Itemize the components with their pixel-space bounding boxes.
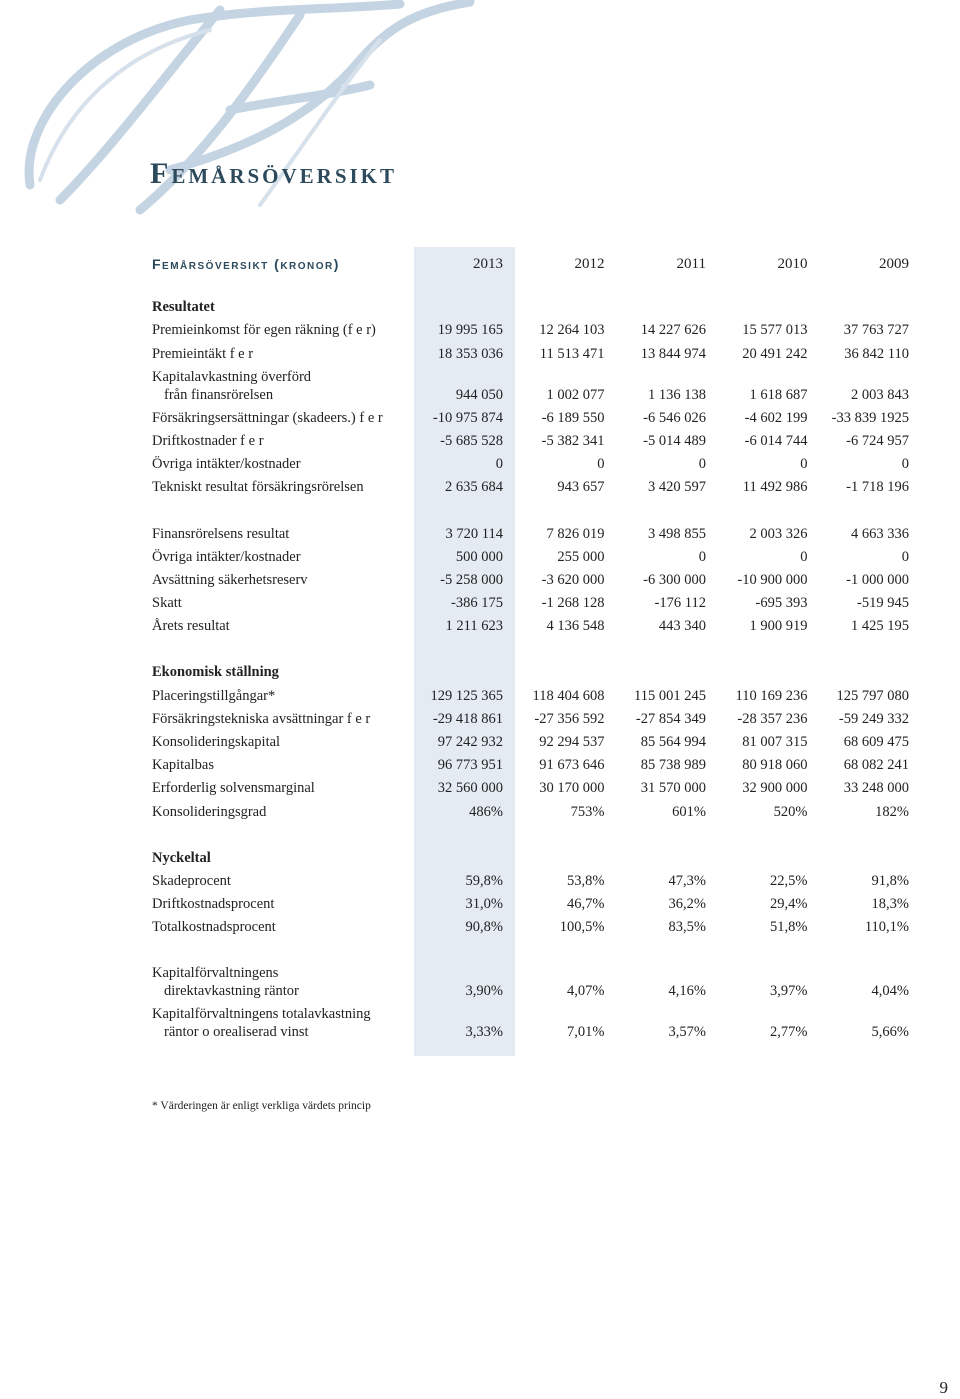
value-cell: 68 082 241 bbox=[843, 757, 909, 774]
value-cell: 51,8% bbox=[770, 919, 808, 936]
value-cell: 3 420 597 bbox=[648, 479, 706, 496]
year-header: 2010 bbox=[777, 255, 808, 272]
value-cell: 601% bbox=[672, 803, 706, 820]
row-label bbox=[152, 751, 402, 774]
value-cell: -1 268 128 bbox=[541, 595, 605, 612]
value-cell: 36,2% bbox=[668, 896, 706, 913]
row-label-line-2: från finansrörelsen bbox=[164, 386, 274, 403]
value-cell: -1 000 000 bbox=[846, 571, 909, 588]
table-row bbox=[152, 867, 909, 890]
value-cell: 944 050 bbox=[455, 386, 503, 403]
table-row bbox=[152, 612, 909, 635]
value-cell: -3 620 000 bbox=[541, 571, 605, 588]
row-label-line: Premieintäkt f e r bbox=[152, 345, 254, 362]
value-cell: 36 842 110 bbox=[844, 345, 909, 362]
row-label bbox=[152, 473, 402, 496]
value-cell: 520% bbox=[773, 803, 808, 820]
row-label-line: Driftkostnader f e r bbox=[152, 432, 264, 449]
row-label bbox=[152, 519, 402, 542]
spacer-row bbox=[152, 279, 909, 293]
row-label bbox=[152, 681, 402, 704]
value-cell: 1 900 919 bbox=[749, 618, 808, 635]
row-label bbox=[152, 363, 402, 404]
row-label-line: Skadeprocent bbox=[152, 872, 231, 889]
row-label-line: Kapitalavkastning överförd bbox=[152, 368, 312, 385]
page-number: 9 bbox=[939, 1378, 948, 1397]
row-label bbox=[152, 543, 402, 566]
value-cell: 1 618 687 bbox=[749, 386, 808, 403]
value-cell: 0 bbox=[901, 548, 909, 565]
section-heading-row bbox=[152, 293, 909, 316]
value-cell: 2 003 843 bbox=[851, 386, 909, 403]
value-cell: 110,1% bbox=[864, 919, 909, 936]
value-cell: 943 657 bbox=[557, 479, 605, 496]
value-cell: 37 763 727 bbox=[843, 322, 909, 339]
value-cell: 97 242 932 bbox=[437, 734, 503, 750]
value-cell: 486% bbox=[469, 803, 503, 820]
value-cell: 3 720 114 bbox=[445, 525, 503, 542]
spacer-row bbox=[152, 496, 909, 519]
five-year-table bbox=[152, 249, 909, 1041]
value-cell: 182% bbox=[875, 803, 909, 820]
value-cell: 96 773 951 bbox=[437, 757, 503, 774]
value-cell: -5 258 000 bbox=[440, 571, 503, 588]
value-cell: 753% bbox=[570, 803, 605, 820]
section-heading: Nyckeltal bbox=[152, 849, 211, 866]
row-label bbox=[152, 1000, 402, 1041]
row-label-line: Övriga intäkter/kostnader bbox=[152, 456, 301, 473]
value-cell: 5,66% bbox=[871, 1024, 909, 1041]
row-label bbox=[152, 427, 402, 450]
value-cell: 115 001 245 bbox=[634, 687, 706, 704]
row-label-line: Försäkringsersättningar (skadeers.) f e r bbox=[152, 409, 383, 426]
value-cell: 7 826 019 bbox=[546, 525, 605, 542]
spacer-row bbox=[152, 635, 909, 658]
spacer-cell bbox=[152, 496, 909, 519]
row-label bbox=[152, 316, 402, 339]
row-label bbox=[152, 566, 402, 589]
value-cell: 11 513 471 bbox=[539, 345, 605, 362]
value-cell: 3 498 855 bbox=[648, 525, 706, 542]
value-cell: 1 211 623 bbox=[445, 618, 503, 635]
value-cell: 53,8% bbox=[567, 872, 605, 889]
row-label-line: Totalkostnadsprocent bbox=[152, 919, 276, 936]
row-label-line: Driftkostnadsprocent bbox=[152, 896, 275, 913]
row-label bbox=[152, 797, 402, 820]
value-cell: 46,7% bbox=[567, 896, 605, 913]
row-label-line-2: direktavkastning räntor bbox=[164, 983, 299, 1000]
value-cell: 3,33% bbox=[465, 1024, 503, 1041]
row-label-line-2: räntor o orealiserad vinst bbox=[164, 1024, 309, 1041]
value-cell: 19 995 165 bbox=[437, 322, 503, 339]
value-cell: 90,8% bbox=[465, 919, 503, 936]
value-cell: -5 685 528 bbox=[440, 432, 503, 449]
value-cell: -6 300 000 bbox=[643, 571, 706, 588]
table-row bbox=[152, 705, 909, 728]
table-row bbox=[152, 589, 909, 612]
value-cell: 118 404 608 bbox=[532, 687, 605, 704]
value-cell: 15 577 013 bbox=[742, 322, 808, 339]
row-label bbox=[152, 867, 402, 890]
value-cell: -6 189 550 bbox=[541, 409, 605, 426]
value-cell: 31 570 000 bbox=[640, 780, 706, 797]
value-cell: 85 738 989 bbox=[640, 757, 706, 774]
value-cell: 12 264 103 bbox=[539, 322, 605, 339]
value-cell: 0 bbox=[800, 456, 808, 473]
value-cell: -27 854 349 bbox=[635, 710, 706, 727]
value-cell: 0 bbox=[698, 456, 706, 473]
value-cell: -386 175 bbox=[451, 595, 503, 612]
page-title: Femårsöversikt bbox=[150, 157, 398, 190]
row-label-line: Konsolideringsgrad bbox=[152, 803, 267, 820]
value-cell: -695 393 bbox=[755, 595, 808, 612]
value-cell: 0 bbox=[597, 456, 605, 473]
year-header: 2011 bbox=[676, 255, 706, 272]
value-cell: 92 294 537 bbox=[539, 734, 605, 750]
value-cell: 85 564 994 bbox=[640, 734, 706, 750]
value-cell: -1 718 196 bbox=[846, 479, 909, 496]
value-cell: 2 003 326 bbox=[749, 525, 808, 542]
table-row bbox=[152, 339, 909, 362]
table-row bbox=[152, 473, 909, 496]
row-label bbox=[152, 959, 402, 1000]
value-cell: 18 353 036 bbox=[437, 345, 503, 362]
table-row bbox=[152, 797, 909, 820]
row-label-line: Skatt bbox=[152, 595, 182, 612]
table-header-row bbox=[152, 249, 909, 279]
value-cell: 4,07% bbox=[567, 983, 605, 1000]
value-cell: 14 227 626 bbox=[640, 322, 706, 339]
row-label bbox=[152, 612, 402, 635]
value-cell: 3,90% bbox=[465, 983, 503, 1000]
table-row bbox=[152, 427, 909, 450]
value-cell: 13 844 974 bbox=[640, 345, 706, 362]
value-cell: 91 673 646 bbox=[539, 757, 605, 774]
value-cell: 59,8% bbox=[465, 872, 503, 889]
value-cell: 2 635 684 bbox=[445, 479, 503, 496]
value-cell: 1 425 195 bbox=[851, 618, 909, 635]
value-cell: 0 bbox=[901, 456, 909, 473]
year-header: 2009 bbox=[879, 255, 909, 272]
row-label bbox=[152, 589, 402, 612]
section-heading: Resultatet bbox=[152, 299, 215, 316]
table-row bbox=[152, 519, 909, 542]
value-cell: -28 357 236 bbox=[737, 710, 808, 727]
row-label-line: Kapitalförvaltningens bbox=[152, 965, 279, 982]
spacer-row bbox=[152, 936, 909, 959]
row-label-line: Övriga intäkter/kostnader bbox=[152, 548, 301, 565]
table-row bbox=[152, 681, 909, 704]
value-cell: 500 000 bbox=[455, 548, 503, 565]
value-cell: 32 900 000 bbox=[742, 780, 808, 797]
value-cell: 4,16% bbox=[668, 983, 706, 1000]
value-cell: 4 663 336 bbox=[851, 525, 909, 542]
value-cell: -519 945 bbox=[857, 595, 909, 612]
value-cell: 20 491 242 bbox=[742, 345, 808, 362]
value-cell: 3,97% bbox=[770, 983, 808, 1000]
year-header: 2012 bbox=[574, 255, 605, 272]
value-cell: 1 002 077 bbox=[546, 386, 605, 403]
value-cell: -10 900 000 bbox=[737, 571, 808, 588]
table-row bbox=[152, 363, 909, 404]
value-cell: 91,8% bbox=[871, 872, 909, 889]
section-heading-row bbox=[152, 658, 909, 681]
value-cell: 255 000 bbox=[557, 548, 605, 565]
value-cell: 110 169 236 bbox=[735, 687, 808, 704]
row-label-line: Tekniskt resultat försäkringsrörelsen bbox=[152, 479, 364, 496]
table-row bbox=[152, 751, 909, 774]
row-label-line: Kapitalbas bbox=[152, 757, 215, 774]
row-label bbox=[152, 339, 402, 362]
value-cell: 125 797 080 bbox=[836, 687, 909, 704]
value-cell: -5 014 489 bbox=[643, 432, 706, 449]
row-label bbox=[152, 404, 402, 427]
value-cell: -29 418 861 bbox=[432, 710, 503, 727]
value-cell: 47,3% bbox=[668, 872, 706, 889]
value-cell: -176 112 bbox=[654, 595, 706, 612]
value-cell: 11 492 986 bbox=[742, 479, 808, 496]
row-label bbox=[152, 774, 402, 797]
table-header-label: Femårsöversikt (kronor) bbox=[152, 256, 340, 272]
row-label-line: Konsolideringskapital bbox=[152, 734, 281, 750]
spacer-cell bbox=[152, 279, 909, 293]
value-cell: 4,04% bbox=[871, 983, 909, 1000]
section-heading-row bbox=[152, 844, 909, 867]
table-row bbox=[152, 728, 909, 751]
spacer-cell bbox=[152, 821, 909, 844]
row-label bbox=[152, 728, 402, 751]
value-cell: 100,5% bbox=[559, 919, 605, 936]
table-row bbox=[152, 316, 909, 339]
value-cell: 18,3% bbox=[871, 896, 909, 913]
value-cell: 30 170 000 bbox=[539, 780, 605, 797]
value-cell: 81 007 315 bbox=[742, 734, 808, 750]
value-cell: 2,77% bbox=[770, 1024, 808, 1041]
spacer-cell bbox=[152, 635, 909, 658]
value-cell: 7,01% bbox=[567, 1024, 605, 1041]
year-header: 2013 bbox=[473, 255, 503, 272]
value-cell: -6 724 957 bbox=[846, 432, 909, 449]
row-label bbox=[152, 890, 402, 913]
row-label-line: Finansrörelsens resultat bbox=[152, 525, 290, 542]
footnote: * Värderingen är enligt verkliga värdets princip bbox=[152, 1100, 371, 1112]
value-cell: 68 609 475 bbox=[843, 734, 909, 750]
value-cell: 32 560 000 bbox=[437, 780, 503, 797]
table-row bbox=[152, 959, 909, 1000]
value-cell: -27 356 592 bbox=[534, 710, 605, 727]
table-row bbox=[152, 404, 909, 427]
row-label-line: Erforderlig solvensmarginal bbox=[152, 780, 315, 797]
row-label-line: Kapitalförvaltningens totalavkastning bbox=[152, 1006, 371, 1023]
table-row bbox=[152, 543, 909, 566]
value-cell: -10 975 874 bbox=[432, 409, 503, 426]
value-cell: -4 602 199 bbox=[744, 409, 808, 426]
value-cell: -59 249 332 bbox=[838, 710, 909, 727]
value-cell: -6 546 026 bbox=[643, 409, 706, 426]
value-cell: -33 839 1925 bbox=[831, 409, 909, 426]
value-cell: 0 bbox=[698, 548, 706, 565]
value-cell: 4 136 548 bbox=[546, 618, 605, 635]
row-label-line: Årets resultat bbox=[152, 618, 230, 635]
row-label-line: Försäkringstekniska avsättningar f e r bbox=[152, 710, 371, 727]
value-cell: 22,5% bbox=[770, 872, 808, 889]
row-label-line: Premieinkomst för egen räkning (f e r) bbox=[152, 322, 376, 339]
value-cell: 3,57% bbox=[668, 1024, 706, 1041]
table-row bbox=[152, 1000, 909, 1041]
row-label bbox=[152, 705, 402, 728]
value-cell: 31,0% bbox=[465, 896, 503, 913]
section-heading: Ekonomisk ställning bbox=[152, 664, 279, 681]
table-row bbox=[152, 890, 909, 913]
value-cell: -6 014 744 bbox=[744, 432, 808, 449]
spacer-row bbox=[152, 821, 909, 844]
value-cell: 129 125 365 bbox=[430, 687, 503, 704]
row-label-line: Placeringstillgångar* bbox=[152, 687, 276, 704]
value-cell: 29,4% bbox=[770, 896, 808, 913]
value-cell: -5 382 341 bbox=[541, 432, 605, 449]
value-cell: 0 bbox=[495, 456, 503, 473]
table-row bbox=[152, 774, 909, 797]
value-cell: 1 136 138 bbox=[648, 386, 706, 403]
spacer-cell bbox=[152, 936, 909, 959]
table-row bbox=[152, 913, 909, 936]
value-cell: 443 340 bbox=[658, 618, 706, 635]
value-cell: 83,5% bbox=[668, 919, 706, 936]
row-label-line: Avsättning säkerhetsreserv bbox=[152, 571, 308, 588]
value-cell: 80 918 060 bbox=[742, 757, 808, 774]
table-row bbox=[152, 450, 909, 473]
row-label bbox=[152, 450, 402, 473]
row-label bbox=[152, 913, 402, 936]
table-row bbox=[152, 566, 909, 589]
value-cell: 0 bbox=[800, 548, 808, 565]
value-cell: 33 248 000 bbox=[843, 780, 909, 797]
